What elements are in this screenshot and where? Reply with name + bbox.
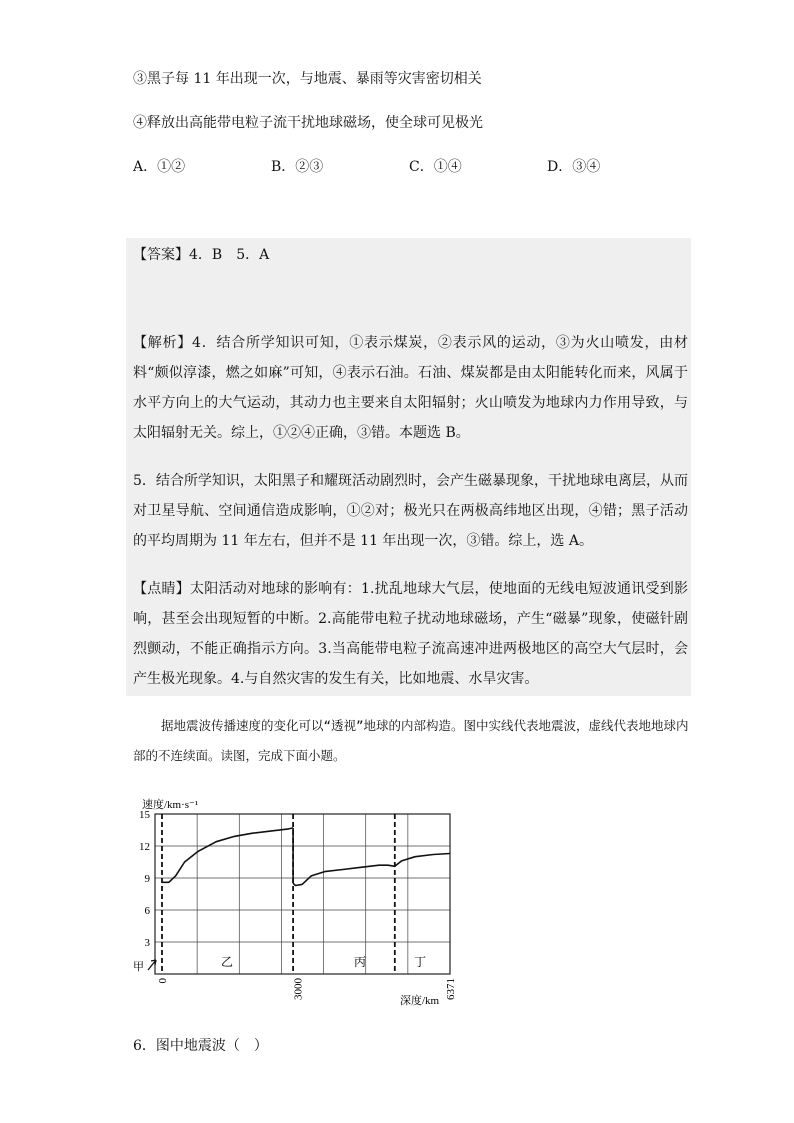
question-6: 6．图中地震波（ ）	[133, 1038, 268, 1054]
choice-c[interactable]: C．①④	[409, 159, 462, 175]
wave-line	[162, 828, 293, 882]
intro-text: 据地震波传播速度的变化可以“透视”地球的内部构造。图中实线代表地震波，虚线代表地地球内部的不连续面。读图，完成下面小题。	[133, 718, 689, 763]
intro-paragraph	[133, 711, 693, 771]
choice-a[interactable]: A．①②	[133, 159, 186, 175]
analysis-4: 【解析】4．结合所学知识可知，①表示煤炭，②表示风的运动，③为火山喷发，由材料“颇似淳漆，燃之如麻”可知，④表示石油。石油、煤炭都是由太阳能转化而来，风属于水平方向上的大气运动，其动力也主要来自太阳辐射；火山喷发为地球内力作用导致，与太阳辐射无关。综上，①②④正确，③错。本题选 B。	[133, 335, 688, 441]
wave-line	[293, 854, 450, 886]
y-axis-label: 速度/km·s⁻¹	[142, 799, 199, 811]
choice-d[interactable]: D．③④	[547, 159, 601, 175]
region-label-ding: 丁	[414, 955, 427, 969]
y-tick-label: 3	[144, 937, 150, 949]
region-label-jia: 甲	[133, 961, 144, 973]
x-axis-label: 深度/km	[400, 995, 440, 1007]
answer-line: 【答案】4．B 5．A	[133, 247, 270, 263]
analysis-5: 5．结合所学知识，太阳黑子和耀斑活动剧烈时，会产生磁暴现象，干扰地球电离层，从而对卫星导航、空间通信造成影响，①②对；极光只在两极高纬地区出现，④错；黑子活动的平均周期为 11 年左右，但并不是 11 年出现一次，③错。综上，选 A。	[133, 473, 688, 549]
y-tick-label: 9	[144, 873, 150, 885]
choice-b[interactable]: B．②③	[271, 159, 324, 175]
y-tick-label: 12	[139, 841, 150, 853]
option-item-3: ③黑子每 11 年出现一次，与地震、暴雨等灾害密切相关	[133, 71, 482, 87]
x-tick-label: 0	[157, 978, 169, 984]
region-label-bing: 丙	[354, 955, 367, 969]
x-tick-label: 6371	[445, 978, 457, 1000]
option-item-4: ④释放出高能带电粒子流干扰地球磁场，使全球可见极光	[133, 115, 483, 131]
plot-frame	[155, 814, 450, 974]
x-tick-label: 3000	[292, 978, 305, 1000]
choices-row	[133, 156, 653, 176]
y-tick-label: 6	[144, 905, 150, 917]
region-label-yi: 乙	[221, 955, 234, 969]
tip-note: 【点睛】太阳活动对地球的影响有：1.扰乱地球大气层，使地面的无线电短波通讯受到影响，甚至会出现短暂的中断。2.高能带电粒子扰动地球磁场，产生“磁暴”现象，使磁针剧烈颤动，不能正确指示方向。3.当高能带电粒子流高速冲进两极地区的高空大气层时，会产生极光现象。4.与自然灾害的发生有关，比如地震、水旱灾害。	[133, 581, 688, 687]
seismic-wave-chart	[0, 790, 794, 1030]
y-tick-label: 15	[139, 809, 150, 821]
